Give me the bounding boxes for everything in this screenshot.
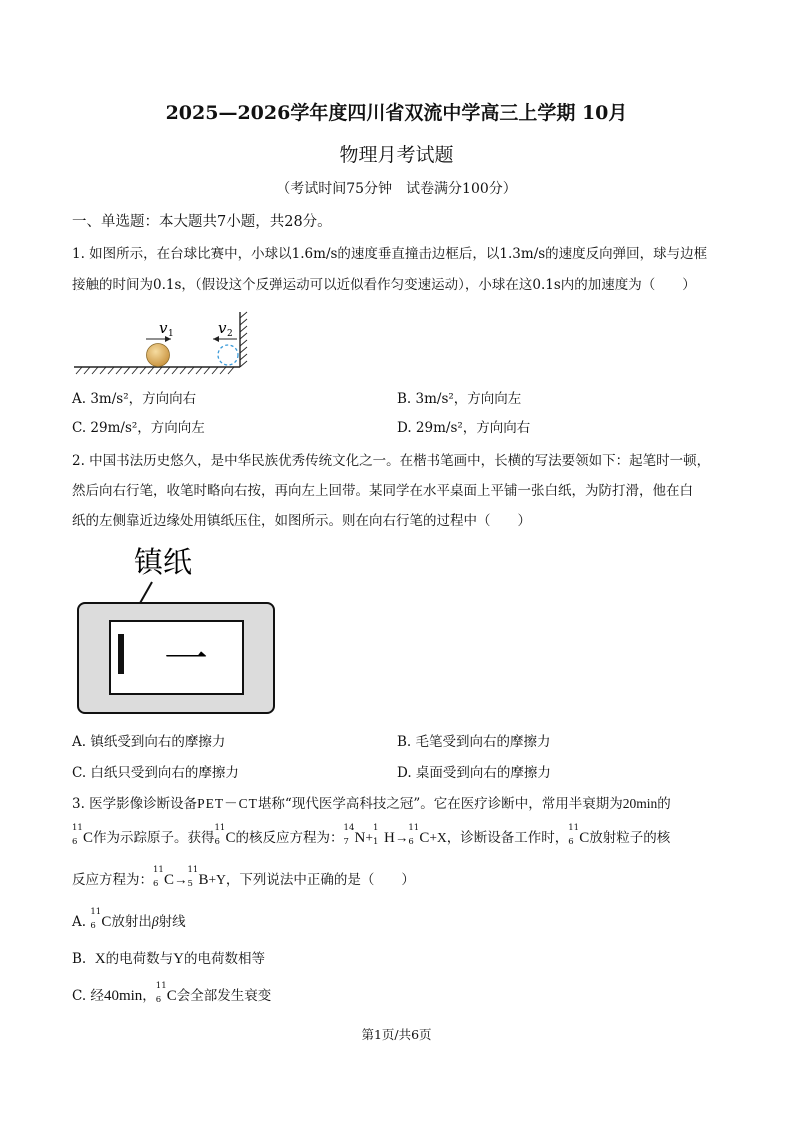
nuclide-n14: 14 7 N bbox=[343, 823, 366, 847]
exam-title-line1: 2025—2026学年度四川省双流中学高三上学期 10月 bbox=[165, 102, 628, 124]
q2-option-a[interactable]: A. 镇纸受到向右的摩擦力 bbox=[72, 734, 226, 750]
nuclide-b11: 11 5 B bbox=[187, 865, 209, 889]
pet-ct-term: PET－CT bbox=[197, 796, 258, 811]
q1-figure bbox=[72, 310, 262, 382]
nuclide-c11: 11 6 C bbox=[90, 907, 112, 931]
q3-option-a[interactable]: A. 11 6 C放射出β射线 bbox=[72, 907, 186, 931]
v1-label: v bbox=[159, 319, 168, 337]
q3-option-b[interactable]: B. X的电荷数与Y的电荷数相等 bbox=[72, 951, 265, 967]
q1-line1: 1. 如图所示，在台球比赛中，小球以1.6m/s的速度垂直撞击边框后，以1.3m/s的速度反向弹回，球与边框 bbox=[72, 246, 708, 262]
wall-hatch bbox=[240, 312, 247, 367]
q2-option-b[interactable]: B. 毛笔受到向右的摩擦力 bbox=[397, 734, 551, 750]
paperweight bbox=[118, 634, 124, 674]
nuclide-c11: 11 6 C bbox=[72, 823, 94, 847]
nuclide-c11: 11 6 C bbox=[153, 865, 175, 889]
q1-option-b[interactable]: B. 3m/s²，方向向左 bbox=[397, 391, 522, 407]
paperweight-label: 镇纸 bbox=[134, 545, 193, 579]
q2-option-c[interactable]: C. 白纸只受到向右的摩擦力 bbox=[72, 765, 239, 781]
q1-option-c[interactable]: C. 29m/s²，方向向左 bbox=[72, 420, 205, 436]
v1-subscript: 1 bbox=[168, 329, 174, 339]
nuclide-h1: 1 1 H bbox=[373, 823, 395, 847]
nuclide-c11: 11 6 C bbox=[155, 981, 177, 1005]
q3-line1: 3. 医学影像诊断设备PET－CT堪称“现代医学高科技之冠”。它在医疗诊断中，常用半衰期为20min的 bbox=[72, 796, 671, 812]
nuclide-c11: 11 6 C bbox=[408, 823, 430, 847]
v2-label: v bbox=[218, 319, 227, 337]
exam-title-line2: 物理月考试题 bbox=[339, 144, 454, 166]
nuclide-c11: 11 6 C bbox=[214, 823, 236, 847]
half-life-value: 20min bbox=[622, 796, 658, 811]
q3-line3: 反应方程为： 11 6 C→ 11 5 B+Y，下列说法中正确的是（ ） bbox=[72, 865, 415, 889]
nuclide-c11: 11 6 C bbox=[568, 823, 590, 847]
reaction-arrow-icon: → bbox=[394, 830, 409, 845]
q3-line2: 11 6 C作为示踪原子。获得 11 6 C的核反应方程为： 14 7 N+ 1 1 H→ 11 6 C+X，诊断设备工作时， 11 6 C放射粒子的核 bbox=[72, 823, 671, 847]
q2-figure bbox=[72, 538, 282, 718]
q1-line2: 接触的时间为0.1s，（假设这个反弹运动可以近似看作匀变速运动），小球在这0.1s内的加速度为（ ） bbox=[72, 277, 696, 293]
section-heading: 一、单选题：本大题共7小题，共28分。 bbox=[72, 214, 332, 230]
q2-option-d[interactable]: D. 桌面受到向右的摩擦力 bbox=[397, 765, 551, 781]
exam-time-info: （考试时间75分钟 试卷满分100分） bbox=[276, 181, 517, 197]
decay-arrow-icon: → bbox=[174, 872, 188, 887]
q2-line1: 2. 中国书法历史悠久，是中华民族优秀传统文化之一。在楷书笔画中，长横的写法要领如下：起笔时一顿， bbox=[72, 453, 711, 469]
q1-option-a[interactable]: A. 3m/s²，方向向右 bbox=[72, 391, 197, 407]
ground-hatch bbox=[76, 367, 234, 374]
page-number: 第1页/共6页 bbox=[361, 1027, 432, 1042]
q2-line3: 纸的左侧靠近边缘处用镇纸压住，如图所示。则在向右行笔的过程中（ ） bbox=[72, 513, 531, 529]
q1-option-d[interactable]: D. 29m/s²，方向向右 bbox=[397, 420, 531, 436]
q2-line2: 然后向右行笔，收笔时略向右按，再向左上回带。某同学在水平桌面上平铺一张白纸，为防打滑，他在白 bbox=[72, 483, 693, 499]
q3-option-c[interactable]: C. 经40min， 11 6 C会全部发生衰变 bbox=[72, 981, 272, 1005]
ball-rebound-position bbox=[218, 345, 238, 365]
billiard-ball bbox=[147, 344, 170, 367]
brush-stroke-char: 一 bbox=[164, 634, 208, 685]
v2-subscript: 2 bbox=[227, 329, 233, 339]
